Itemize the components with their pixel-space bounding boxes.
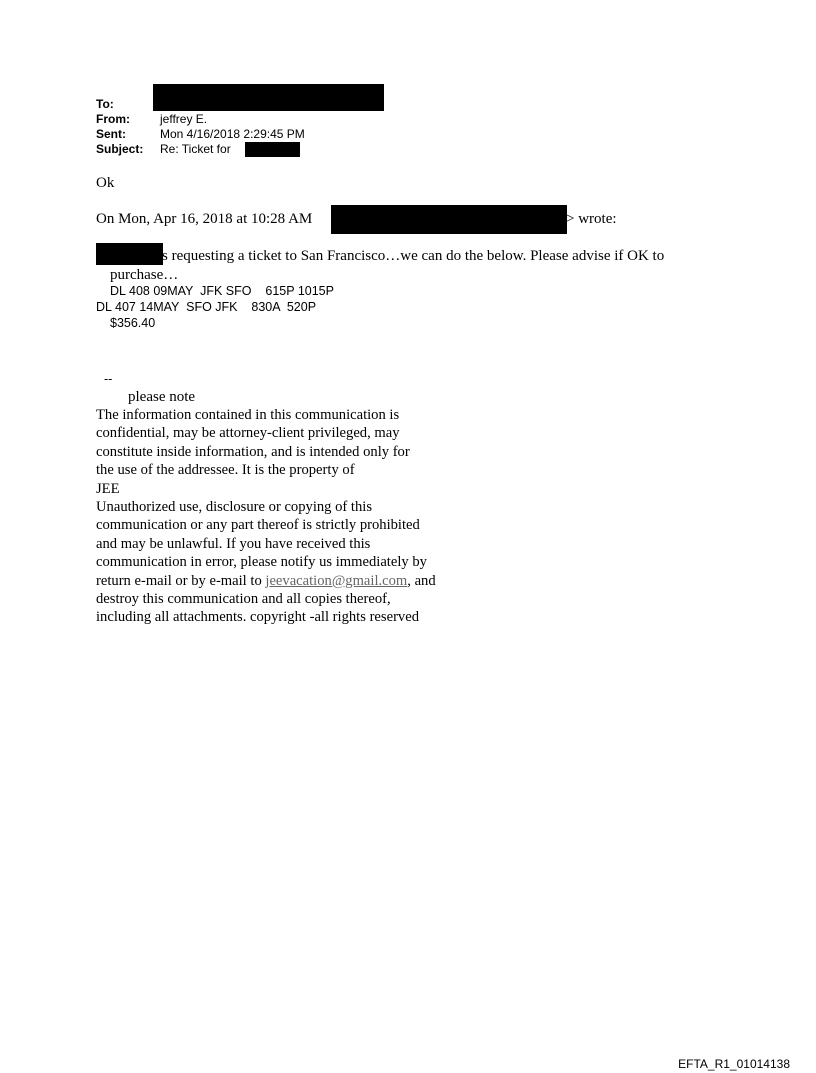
disclaimer-line: communication in error, please notify us immediately by	[96, 554, 427, 571]
sent-value: Mon 4/16/2018 2:29:45 PM	[160, 127, 305, 141]
subject-value: Re: Ticket for	[160, 142, 231, 156]
from-value: jeffrey E.	[160, 112, 208, 126]
to-redaction	[153, 84, 384, 111]
disclaimer-line: destroy this communication and all copies thereof,	[96, 591, 391, 608]
disclaimer-line: Unauthorized use, disclosure or copying of this	[96, 499, 373, 516]
to-row	[96, 97, 160, 111]
disclaimer-line: including all attachments. copyright -all rights reserved	[96, 609, 419, 626]
subject-redaction	[245, 142, 300, 157]
disclaimer-line: and may be unlawful. If you have received this	[96, 535, 371, 552]
document-id: EFTA_R1_01014138	[678, 1057, 790, 1071]
disclaimer-line: communication or any part thereof is strictly prohibited	[96, 517, 420, 534]
subject-row	[96, 142, 231, 156]
name-redaction	[96, 243, 163, 265]
from-row	[96, 112, 207, 126]
quote-intro-suffix: > wrote:	[566, 211, 617, 227]
reply-text: Ok	[96, 175, 115, 191]
disclaimer-line: confidential, may be attorney-client privileged, may	[96, 425, 400, 442]
quote-intro-prefix: On Mon, Apr 16, 2018 at 10:28 AM	[96, 211, 313, 227]
disclaimer-line-email	[96, 572, 436, 590]
sent-row	[96, 127, 305, 141]
price: $356.40	[110, 316, 156, 330]
please-note: please note	[128, 389, 196, 405]
disclaimer-line: The information contained in this communication is	[96, 407, 400, 423]
sent-label: Sent:	[96, 127, 126, 141]
subject-label: Subject:	[96, 142, 144, 156]
disclaimer-line: constitute inside information, and is intended only for	[96, 443, 410, 460]
sender-redaction	[331, 205, 567, 234]
disclaimer	[96, 406, 436, 627]
from-label: From:	[96, 112, 130, 126]
disclaimer-text: , and	[407, 572, 436, 589]
email-link[interactable]: jeevacation@gmail.com	[265, 572, 408, 589]
to-label: To:	[96, 97, 114, 111]
request-line: s requesting a ticket to San Francisco…we can do the below. Please advise if OK to	[162, 248, 665, 264]
flight-line-1: DL 408 09MAY JFK SFO 615P 1015P	[110, 284, 334, 298]
signature-dashes: --	[104, 372, 113, 386]
disclaimer-line: the use of the addressee. It is the property of	[96, 462, 355, 479]
flight-line-2: DL 407 14MAY SFO JFK 830A 520P	[96, 300, 317, 314]
request-line-2: purchase…	[110, 267, 179, 283]
disclaimer-text: return e-mail or by e-mail to	[96, 572, 266, 589]
disclaimer-line: JEE	[96, 480, 120, 497]
